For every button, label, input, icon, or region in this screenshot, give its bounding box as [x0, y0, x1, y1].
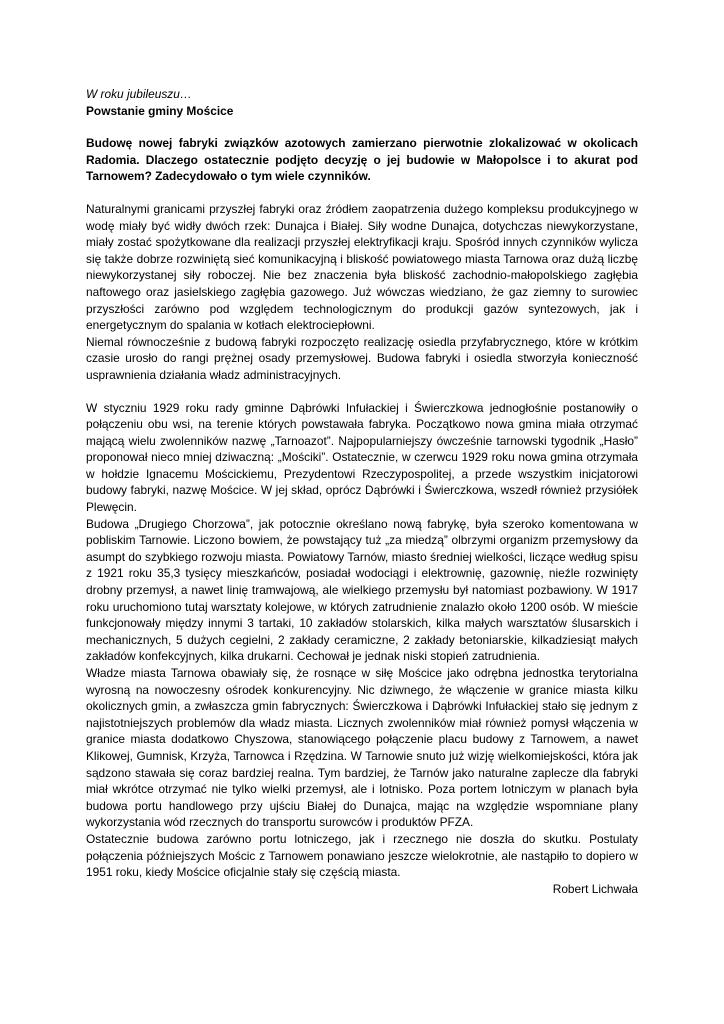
section-location [86, 201, 638, 384]
author-signature: Robert Lichwała [552, 881, 638, 896]
kicker: W roku jubileuszu… [86, 87, 192, 101]
section-municipality [86, 400, 638, 881]
body-paragraph: Naturalnymi granicami przyszłej fabryki oraz źródłem zaopatrzenia dużego kompleksu produkcyjnego w wodę miały być widły dwóch rzek: Dunajca i Białej. Siły wodne Dunajca, dotychczas niewykorzystane, miały zostać spożytkowane dla realizacji przyszłej elektryfikacji kraju. Spośród innych czynników wylicza się także dobrze rozwiniętą sieć komunikacyjną i bliskość powiatowego miasta Tarnowa oraz dużą liczbę niewykorzystanej siły roboczej. Nie bez znaczenia była bliskość zachodnio-małopolskiego zagłębia naftowego oraz jasielskiego zagłębia gazowego. Już wówczas wiedziano, że gaz ziemny to surowiec przyszłości zarówno pod względem technologicznym do produkcji gazów syntezowych, jak i energetycznym do spalania w kotłach elektrociepłowni. [86, 201, 638, 333]
body-paragraph: Budowa „Drugiego Chorzowa”, jak potocznie określano nową fabrykę, była szeroko komentowana w pobliskim Tarnowie. Liczono bowiem, że powstający tuż „za miedzą” olbrzymi organizm przemysłowy da asumpt do szybkiego rozwoju miasta. Powiatowy Tarnów, miasto średniej wielkości, liczące według spisu z 1921 roku 35,3 tysięcy mieszkańców, posiadał wodociągi i elektrownię, gazownię, nieźle rozwinięty drobny przemysł, a nawet linię tramwajową, ale wielkiego przemysłu był natomiast pozbawiony. W 1917 roku uruchomiono tutaj warsztaty kolejowe, w których zatrudnienie znalazło około 1200 osób. W mieście funkcjonowały między innymi 3 tartaki, 10 zakładów stolarskich, kilka małych warsztatów ślusarskich i mechanicznych, 5 dużych cegielni, 2 zakłady ceramiczne, 2 zakłady betoniarskie, kilkadziesiąt małych zakładów konfekcyjnych, kilka drukarni. Cechował je jednak niski stopień zatrudnienia. [86, 516, 638, 664]
body-paragraph: W styczniu 1929 roku rady gminne Dąbrówki Infułackiej i Świerczkowa jednogłośnie postanowiły o połączeniu obu wsi, na terenie których powstawała fabryka. Początkowo nowa gmina miała otrzymać mającą wielu zwolenników nazwę „Tarnoazot”. Najpopularniejszy ówcześnie tarnowski tygodnik „Hasło” proponował nieco mniej dziwaczną: „Mościki”. Ostatecznie, w czerwcu 1929 roku nowa gmina otrzymała w hołdzie Ignacemu Mościckiemu, Prezydentowi Rzeczypospolitej, a przede wszystkim inicjatorowi budowy fabryki, nazwę Mościce. W jej skład, oprócz Dąbrówki i Świerczkowa, wszedł również przysiółek Plewęcin. [86, 400, 638, 515]
body-paragraph: Niemal równocześnie z budową fabryki rozpoczęto realizację osiedla przyfabrycznego, które w krótkim czasie urosło do rangi prężnej osady przemysłowej. Budowa fabryki i osiedla stworzyła konieczność usprawnienia działania władz administracyjnych. [86, 334, 638, 382]
body-paragraph: Władze miasta Tarnowa obawiały się, że rosnące w siłę Mościce jako odrębna jednostka terytorialna wyrosną na nowoczesny ośrodek konkurencyjny. Nic dziwnego, że włączenie w granice miasta kilku okolicznych gmin, a zwłaszcza gmin fabrycznych: Świerczkowa i Dąbrówki Infułackiej stało się jednym z najistotniejszych problemów dla władz miasta. Licznych zwolenników miał również pomysł włączenia w granice miasta dodatkowo Chyszowa, stanowiącego połączenie placu budowy z Tarnowem, a nawet Klikowej, Gumnisk, Krzyża, Tarnowca i Rzędzina. W Tarnowie snuto już wizję wielkomiejskości, która jak sądzono stawała się coraz bardziej realna. Tym bardziej, że Tarnów jako naturalne zaplecze dla fabryki miał wkrótce otrzymać nie tylko wielki przemysł, ale i lotnisko. Poza portem lotniczym w planach była budowa portu handlowego przy ujściu Białej do Dunajca, mając na względzie wspomniane plany wykorzystania wód rzecznych do transportu surowców i produktów PFZA. [86, 666, 638, 830]
body-paragraph: Ostatecznie budowa zarówno portu lotniczego, jak i rzecznego nie doszła do skutku. Postulaty połączenia późniejszych Mościc z Tarnowem ponawiano jeszcze wielokrotnie, ale nastąpiło to dopiero w 1951 roku, kiedy Mościce oficjalnie stały się częścią miasta. [86, 831, 638, 880]
article-title: Powstanie gminy Mościce [86, 103, 234, 118]
lead-paragraph: Budowę nowej fabryki związków azotowych zamierzano pierwotnie zlokalizować w okolicach Radomia. Dlaczego ostatecznie podjęto decyzję o jej budowie w Małopolsce i to akurat pod Tarnowem? Zadecydowało o tym wiele czynników. [86, 136, 638, 184]
document-page [86, 86, 638, 897]
